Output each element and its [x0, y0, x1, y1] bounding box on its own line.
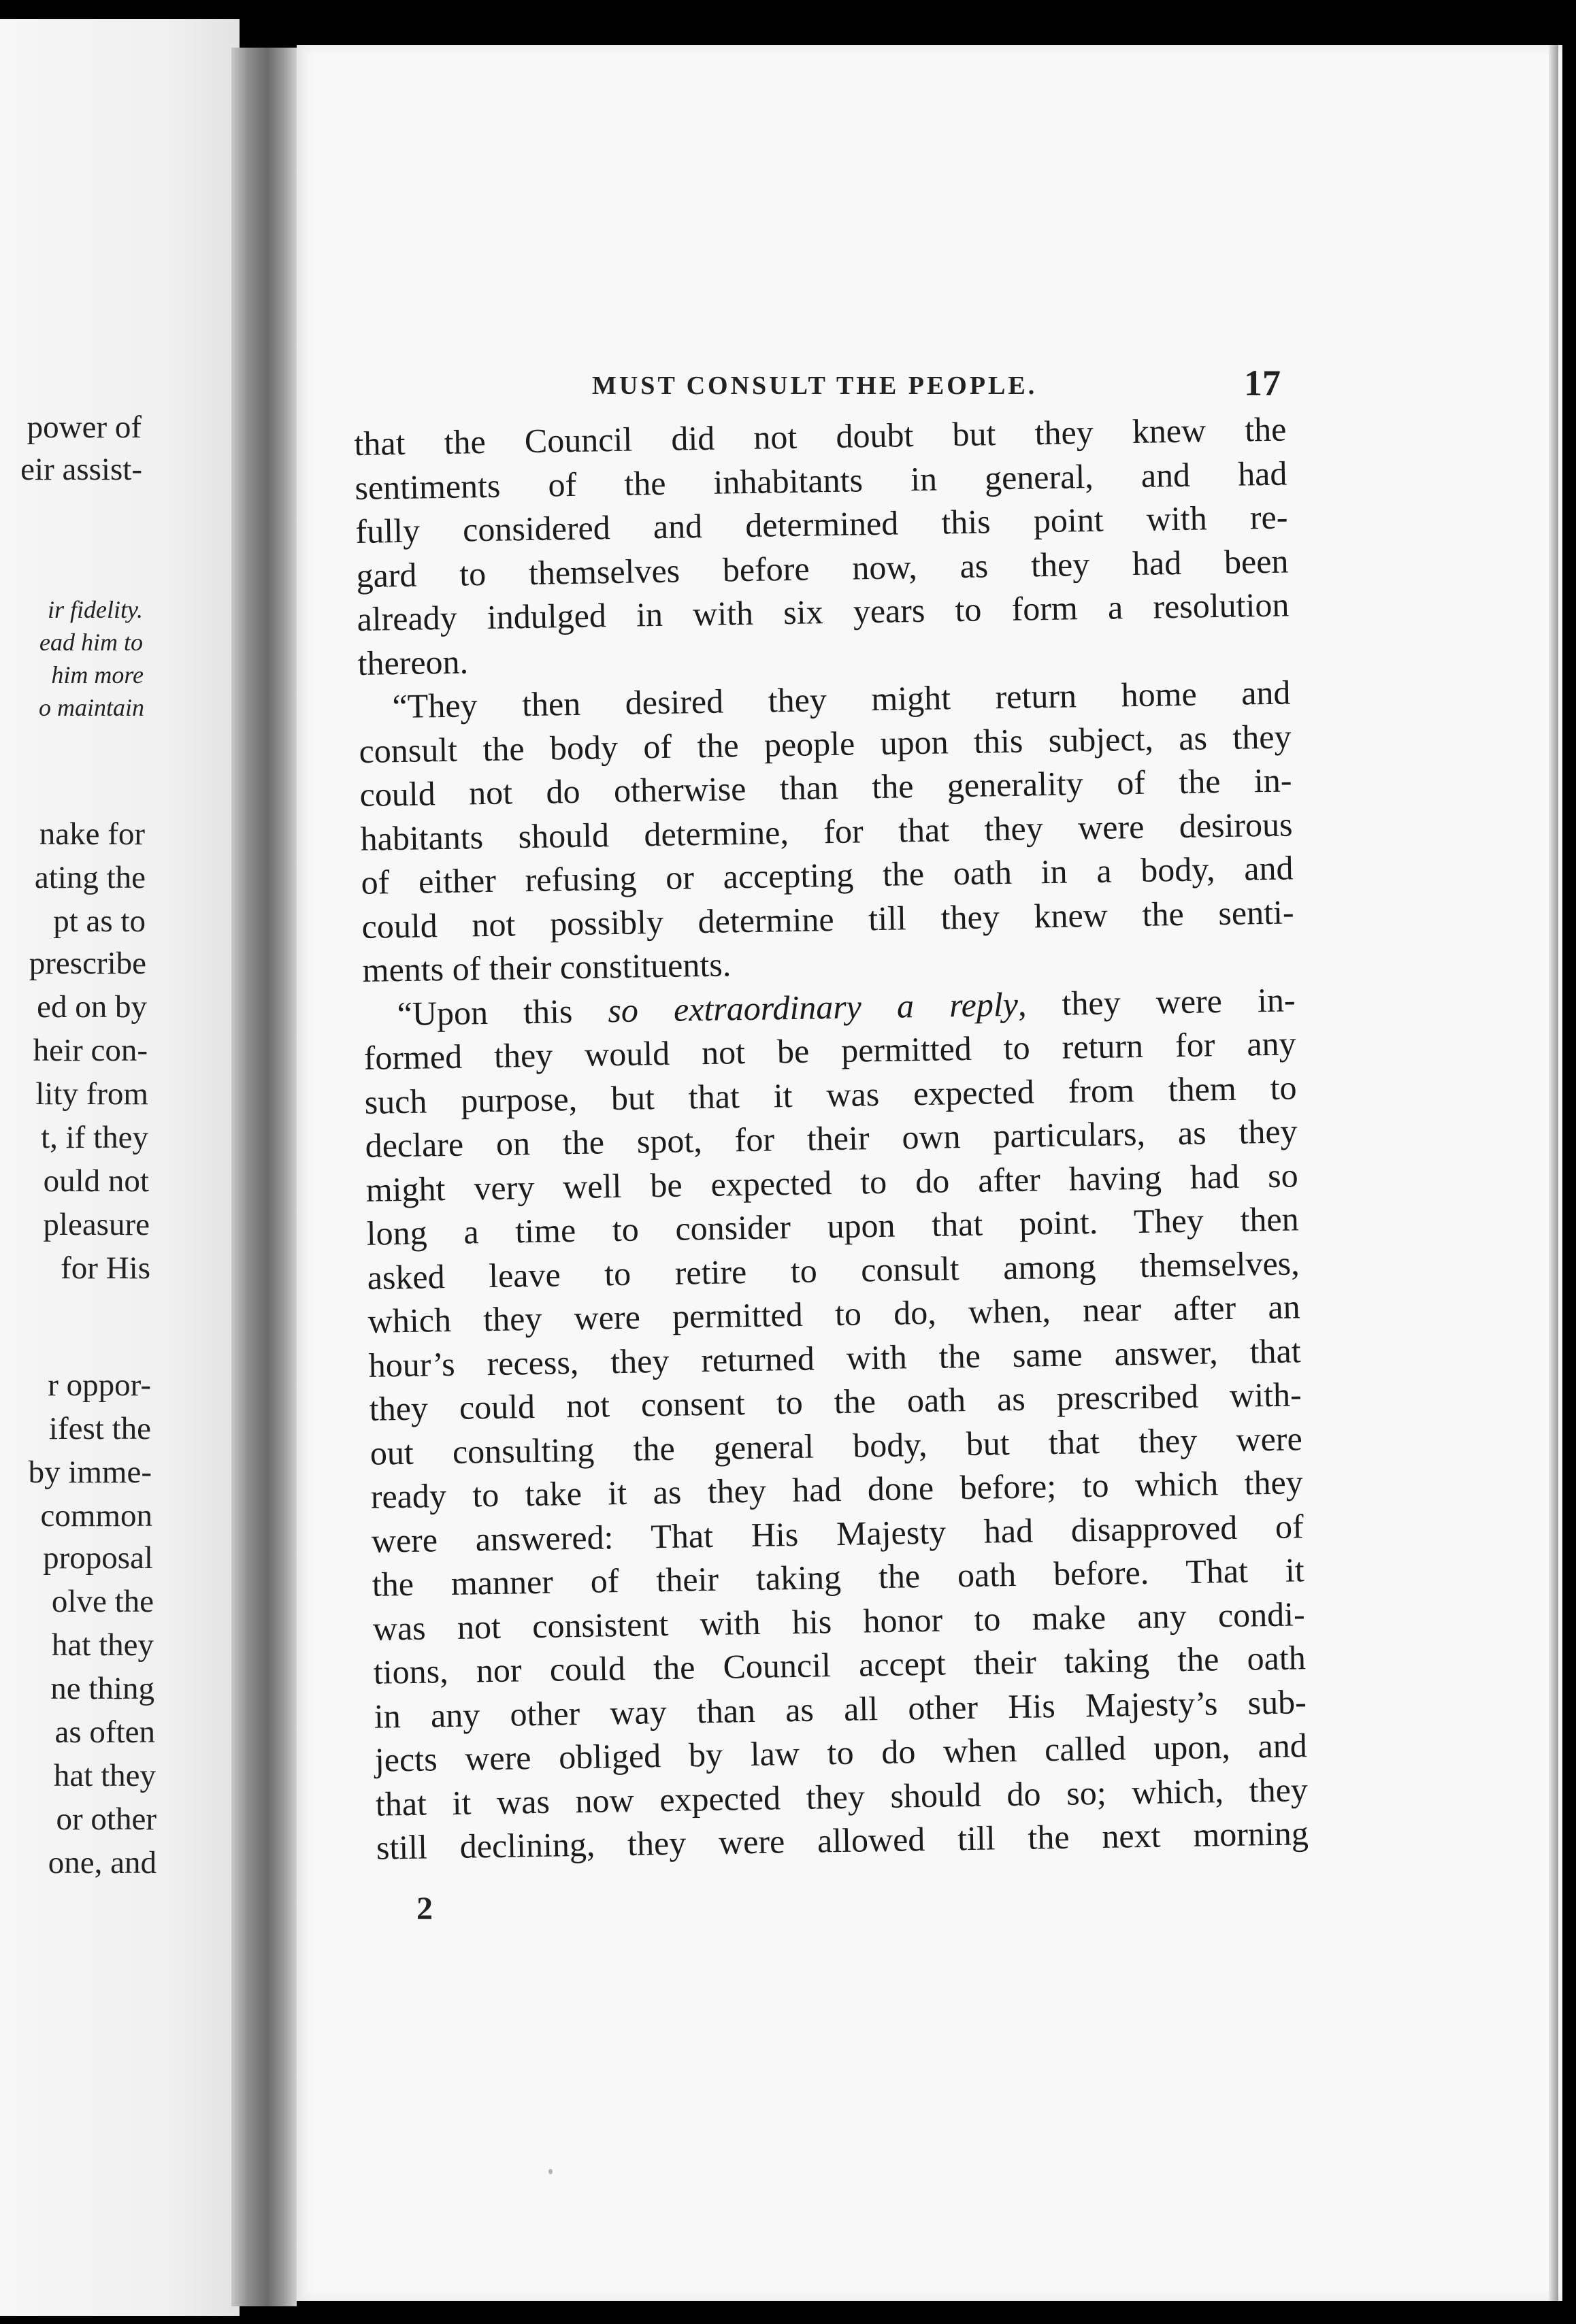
body-line: in any other way than as all other His Majesty’s sub- — [374, 1682, 1307, 1736]
body-line: could not do otherwise than the generality of the in- — [359, 761, 1292, 814]
left-page-line: ne thing — [50, 1671, 154, 1706]
left-page-line: o maintain — [38, 694, 144, 721]
body-line: habitants should determine, for that they were desirous — [360, 804, 1293, 858]
left-page-line: for His — [61, 1250, 150, 1286]
body-line: already indulged in with six years to form a resolution — [357, 585, 1290, 638]
left-page-line: hat they — [53, 1758, 156, 1793]
left-page-line: prescribe — [29, 946, 146, 981]
body-line: fully considered and determined this point with re- — [355, 497, 1288, 550]
body-line: could not possibly determine till they knew the senti- — [361, 892, 1294, 946]
body-line: formed they would not be permitted to return for any — [363, 1024, 1296, 1077]
body-line: hour’s recess, they returned with the same answer, that — [368, 1331, 1302, 1384]
body-line-text: “Upon this — [397, 991, 608, 1033]
body-line: thereon. — [357, 642, 469, 682]
left-page-line: pleasure — [43, 1207, 150, 1242]
left-page-line: eir assist- — [20, 452, 142, 487]
body-line: declare on the spot, for their own particulars, as they — [365, 1112, 1298, 1165]
body-line: of either refusing or accepting the oath in a body, and — [361, 848, 1294, 901]
body-line: ments of their constituents. — [362, 945, 732, 989]
left-page-line: pt as to — [53, 903, 146, 939]
left-page-line: r oppor- — [48, 1367, 151, 1403]
body-line: which they were permitted to do, when, near after an — [367, 1287, 1301, 1340]
left-page-line: heir con- — [33, 1033, 148, 1068]
body-line: was not consistent with his honor to make any condi- — [372, 1594, 1306, 1648]
body-line-text: , they were in- — [1017, 980, 1296, 1023]
left-page-line: nake for — [39, 816, 145, 852]
body-line: out consulting the general body, but that they were — [370, 1418, 1303, 1472]
body-line: might very well be expected to do after having had so — [365, 1155, 1298, 1209]
left-page-line: t, if they — [41, 1120, 148, 1155]
body-line: sentiments of the inhabitants in general, and had — [355, 453, 1287, 507]
left-page-line: lity from — [35, 1076, 148, 1112]
left-page-line: proposal — [43, 1540, 153, 1576]
left-page-line: olve the — [51, 1584, 154, 1619]
body-line: long a time to consider upon that point. They then — [366, 1199, 1300, 1252]
body-line: were answered: That His Majesty had disapproved of — [371, 1506, 1304, 1560]
left-page-line: him more — [51, 661, 144, 688]
left-page-line: one, and — [48, 1845, 157, 1880]
book-gutter — [231, 48, 297, 2306]
body-line: asked leave to retire to consult among themselves, — [367, 1243, 1300, 1297]
running-head: MUST CONSULT THE PEOPLE. — [592, 371, 1038, 400]
body-line: the manner of their taking the oath before. That it — [372, 1550, 1305, 1604]
body-text — [354, 407, 1309, 1870]
signature-mark: 2 — [416, 1891, 433, 1927]
page-number: 17 — [1244, 363, 1281, 403]
body-line: ready to take it as they had done before; to which they — [370, 1463, 1304, 1516]
body-line: that the Council did not doubt but they knew the — [354, 410, 1287, 463]
left-page-line: or other — [56, 1802, 157, 1837]
left-page-line: power of — [27, 410, 142, 445]
left-page-line: by imme- — [28, 1455, 152, 1490]
body-line: gard to themselves before now, as they had been — [356, 541, 1289, 595]
body-line: consult the body of the people upon this subject, as they — [359, 716, 1292, 770]
left-page-line: ifest the — [48, 1411, 151, 1446]
body-line: “They then desired they might return home and — [392, 673, 1291, 726]
body-line: they could not consent to the oath as prescribed with- — [369, 1375, 1302, 1428]
italic-phrase: so extraordinary a reply — [607, 984, 1019, 1029]
left-page-line: ed on by — [37, 989, 147, 1025]
left-facing-page — [0, 19, 240, 2316]
left-page-line: common — [40, 1498, 152, 1533]
body-line: tions, nor could the Council accept their taking the oath — [373, 1638, 1307, 1691]
body-line: that it was now expected they should do so; which, they — [375, 1770, 1309, 1823]
paper-speck — [548, 2169, 553, 2174]
body-line: such purpose, but that it was expected from them to — [364, 1067, 1297, 1121]
body-line: still declining, they were allowed till the next morning — [376, 1814, 1309, 1867]
left-page-line: hat they — [51, 1627, 154, 1663]
left-page-line: ould not — [43, 1163, 149, 1199]
page-edge — [1549, 45, 1558, 2301]
left-page-line: ating the — [34, 860, 146, 895]
body-line: jects were obliged by law to do when called upon, and — [374, 1726, 1308, 1779]
left-page-line: ir fidelity. — [48, 596, 143, 623]
left-page-line: ead him to — [39, 629, 143, 656]
left-page-line: as often — [54, 1714, 155, 1750]
